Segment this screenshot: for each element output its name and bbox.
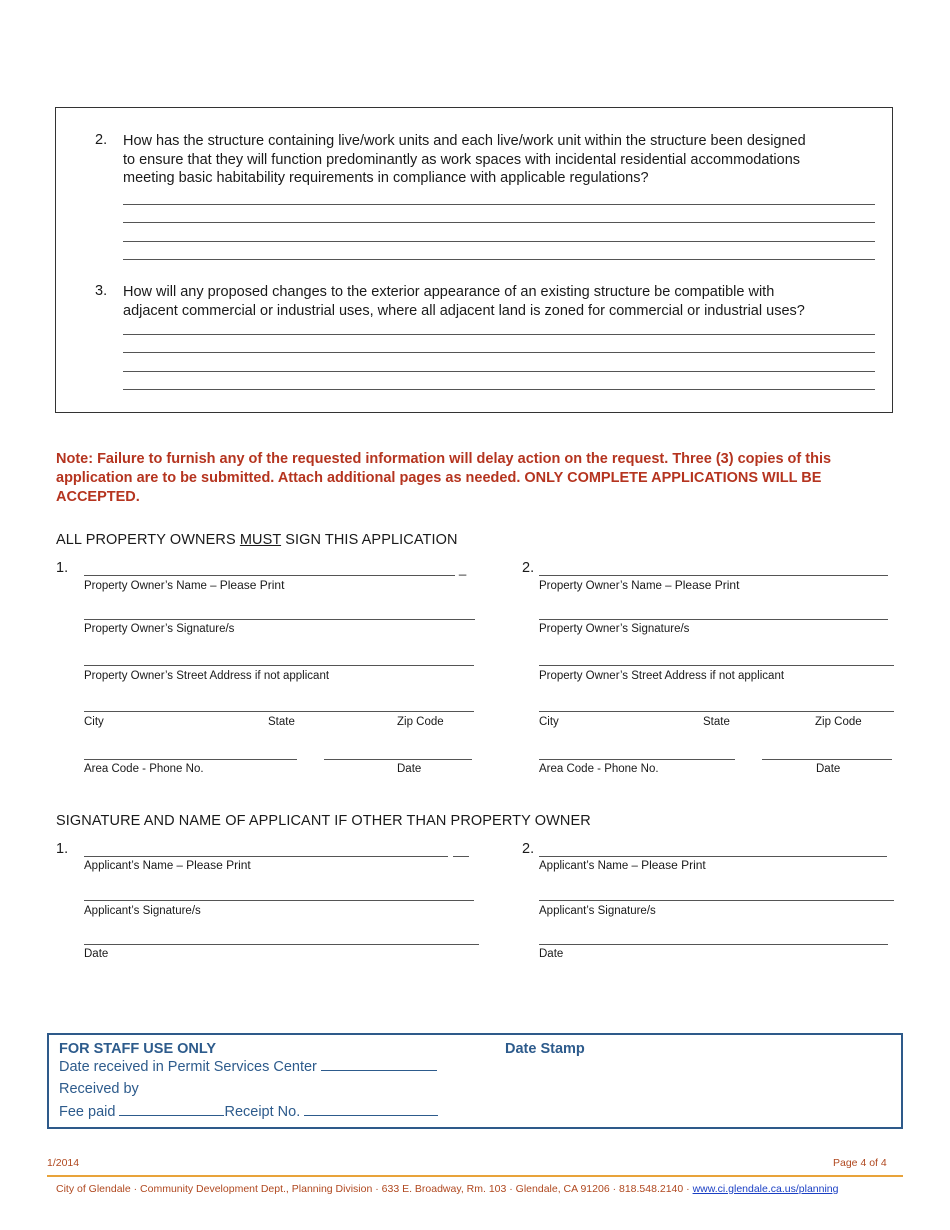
applicant-2-date-line[interactable]	[539, 944, 888, 945]
question-3-answer-line[interactable]	[123, 352, 875, 353]
owner-2-zip-label: Zip Code	[815, 716, 862, 728]
applicant-2-name-line[interactable]	[539, 856, 887, 857]
question-3-answer-line[interactable]	[123, 334, 875, 335]
owner-2-number: 2.	[522, 560, 535, 576]
owner-1-number: 1.	[56, 560, 69, 576]
owner-1-city-label: City	[84, 716, 104, 728]
staff-title: FOR STAFF USE ONLY	[59, 1041, 217, 1057]
question-2-text: How has the structure containing live/work units and each live/work unit within the structure been designed to ensure that they will function predominantly as work spaces with incidental residential accommodations meeting basic habitability requirements in compliance with applicable regulations?	[123, 133, 806, 186]
date-received-field[interactable]	[321, 1070, 437, 1071]
owner-2-name-line[interactable]	[539, 575, 888, 576]
owner-2-signature-label: Property Owner’s Signature/s	[539, 623, 690, 635]
owner-1-signature-label: Property Owner’s Signature/s	[84, 623, 235, 635]
owner-2-city-label: City	[539, 716, 559, 728]
footer-address: City of Glendale · Community Development Dept., Planning Division · 633 E. Broadway, Rm. 103 · Glendale, CA 91206 · 818.548.2140 · www.ci.glendale.ca.us/planning	[56, 1183, 839, 1195]
applicant-2-name-label: Applicant’s Name – Please Print	[539, 858, 706, 872]
owner-1-state-label: State	[268, 716, 295, 728]
owner-2-address-label: Property Owner’s Street Address if not applicant	[539, 670, 785, 682]
applicants-heading: SIGNATURE AND NAME OF APPLICANT IF OTHER THAN PROPERTY OWNER	[56, 813, 591, 829]
owner-1-phone-line[interactable]	[84, 759, 297, 760]
applicant-2-date-label: Date	[539, 948, 564, 960]
owner-1-address-label: Property Owner’s Street Address if not applicant	[84, 670, 330, 682]
applicant-2-signature-label: Applicant’s Signature/s	[539, 905, 656, 917]
applicant-2-signature-line[interactable]	[539, 900, 894, 901]
question-2-answer-line[interactable]	[123, 241, 875, 242]
receipt-no-field[interactable]	[304, 1115, 438, 1116]
owner-1-zip-label: Zip Code	[397, 716, 444, 728]
applicant-1-name-line-tail	[453, 856, 469, 857]
owners-heading: ALL PROPERTY OWNERS MUST SIGN THIS APPLICATION	[56, 532, 458, 548]
owner-1-name-label: Property Owner’s Name – Please Print	[84, 578, 285, 592]
date-received-row: Date received in Permit Services Center	[59, 1059, 437, 1075]
applicant-1-name-label: Applicant’s Name – Please Print	[84, 858, 251, 872]
applicant-1-signature-line[interactable]	[84, 900, 474, 901]
question-3-number: 3.	[95, 283, 108, 299]
owner-1-date-line[interactable]	[324, 759, 472, 760]
owner-1-name-line[interactable]	[84, 575, 455, 576]
received-by-row: Received by	[59, 1081, 139, 1097]
planning-website-link[interactable]: www.ci.glendale.ca.us/planning	[692, 1183, 839, 1195]
revision-date: 1/2014	[47, 1157, 80, 1169]
owner-2-phone-label: Area Code - Phone No.	[539, 763, 659, 775]
question-2-answer-line[interactable]	[123, 259, 875, 260]
question-3-answer-line[interactable]	[123, 371, 875, 372]
owner-2-signature-line[interactable]	[539, 619, 888, 620]
owner-1-address-line[interactable]	[84, 665, 474, 666]
owner-1-phone-label: Area Code - Phone No.	[84, 763, 204, 775]
owner-2-phone-line[interactable]	[539, 759, 735, 760]
question-2-answer-line[interactable]	[123, 222, 875, 223]
owner-1-date-label: Date	[397, 763, 422, 775]
owner-2-state-label: State	[703, 716, 730, 728]
submission-note: Note: Failure to furnish any of the requested information will delay action on the request. Three (3) copies of this application are to be submitted. Attach additional pages as needed. ONLY COMPLETE APPLICATIONS WILL BE ACCEPTED.	[56, 451, 832, 505]
applicant-1-number: 1.	[56, 841, 69, 857]
applicant-2-number: 2.	[522, 841, 535, 857]
owner-1-trail: _	[459, 561, 467, 576]
owner-1-city-state-zip-line[interactable]	[84, 711, 474, 712]
owner-2-city-state-zip-line[interactable]	[539, 711, 894, 712]
question-3-answer-line[interactable]	[123, 389, 875, 390]
owner-2-name-label: Property Owner’s Name – Please Print	[539, 578, 740, 592]
applicant-1-date-line[interactable]	[84, 944, 479, 945]
fee-paid-row: Fee paid Receipt No.	[59, 1104, 438, 1120]
owner-1-signature-line[interactable]	[84, 619, 475, 620]
question-2-answer-line[interactable]	[123, 204, 875, 205]
owner-2-date-label: Date	[816, 763, 841, 775]
page-number: Page 4 of 4	[833, 1157, 887, 1169]
fee-paid-field[interactable]	[119, 1115, 224, 1116]
date-stamp-label: Date Stamp	[505, 1041, 585, 1057]
question-3-text: How will any proposed changes to the exterior appearance of an existing structure be compatible with adjacent commercial or industrial uses, where all adjacent land is zoned for commercial or industrial uses?	[123, 284, 805, 319]
applicant-1-date-label: Date	[84, 948, 109, 960]
applicant-1-signature-label: Applicant’s Signature/s	[84, 905, 201, 917]
owner-2-date-line[interactable]	[762, 759, 892, 760]
applicant-1-name-line[interactable]	[84, 856, 448, 857]
owner-2-address-line[interactable]	[539, 665, 894, 666]
footer-rule	[47, 1175, 903, 1177]
question-2-number: 2.	[95, 132, 108, 148]
